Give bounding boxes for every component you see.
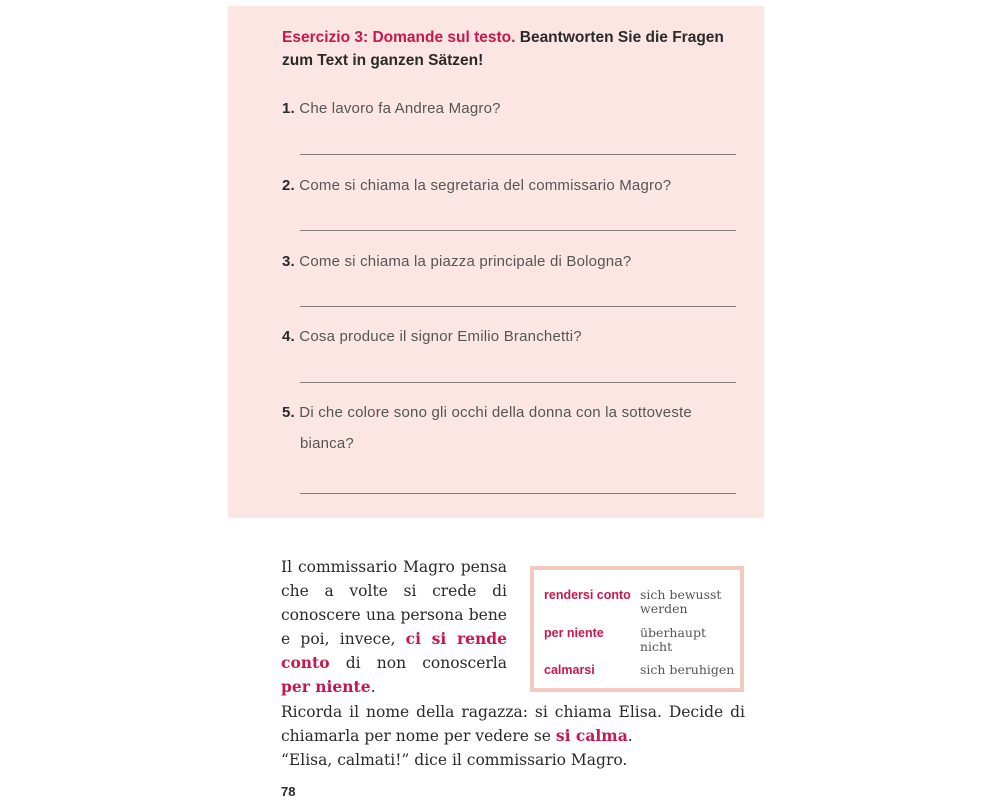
answer-line-3[interactable]	[300, 306, 736, 307]
question-2	[282, 177, 742, 194]
answer-line-2[interactable]	[300, 230, 736, 231]
story-text: .	[370, 678, 376, 696]
story-paragraph-3: “Elisa, calmati!” dice il commissario Magro.	[281, 751, 628, 769]
vocab-term: per niente	[544, 626, 604, 640]
question-text: Che lavoro fa Andrea Magro?	[299, 100, 501, 117]
question-1	[282, 100, 742, 117]
vocab-highlight: ci si rende conto	[281, 629, 507, 672]
answer-line-5[interactable]	[300, 493, 736, 494]
exercise-box	[228, 6, 764, 518]
story-paragraph-1	[281, 555, 507, 699]
question-number: 2.	[282, 177, 295, 194]
vocab-definition: sich bewusst werden	[640, 587, 722, 616]
story-text: Il commissario Magro pensa che a volte si crede di conoscere una persona bene e poi, invece,	[281, 558, 507, 648]
question-3	[282, 253, 742, 270]
vocab-highlight: si calma	[555, 726, 628, 745]
story-text: Ricorda il nome della ragazza: si chiama Elisa. Decide di chiamarla per nome per vedere se	[281, 703, 745, 745]
story-text: .	[627, 727, 633, 745]
question-text-continued: bianca?	[300, 435, 354, 452]
question-text: Come si chiama la segretaria del commissario Magro?	[299, 177, 672, 194]
vocabulary-box	[530, 566, 744, 692]
question-text: Come si chiama la piazza principale di Bologna?	[299, 253, 632, 270]
vocab-highlight: per niente	[281, 677, 371, 696]
question-number: 3.	[282, 253, 295, 270]
story-text: di non conoscerla	[345, 654, 507, 672]
question-5	[282, 404, 742, 452]
answer-line-1[interactable]	[300, 154, 736, 155]
story-continuation	[281, 700, 745, 772]
question-4	[282, 328, 742, 345]
exercise-heading	[282, 26, 742, 72]
page-number: 78	[281, 784, 296, 799]
question-text: Cosa produce il signor Emilio Branchetti?	[299, 328, 582, 345]
question-number: 1.	[282, 100, 295, 117]
story-paragraph-2	[281, 700, 745, 748]
question-number: 4.	[282, 328, 295, 345]
vocab-term: calmarsi	[544, 663, 595, 677]
question-text: Di che colore sono gli occhi della donna con la sottoveste	[299, 404, 692, 421]
vocab-definition: sich beruhigen	[640, 662, 735, 677]
exercise-title: Esercizio 3: Domande sul testo.	[282, 29, 516, 46]
vocab-term: rendersi conto	[544, 588, 631, 602]
vocab-definition: überhaupt nicht	[640, 625, 707, 654]
exercise-instructions: Beantworten Sie die Fragen zum Text in ganzen Sätzen!	[282, 29, 724, 69]
answer-line-4[interactable]	[300, 382, 736, 383]
question-number: 5.	[282, 404, 295, 421]
